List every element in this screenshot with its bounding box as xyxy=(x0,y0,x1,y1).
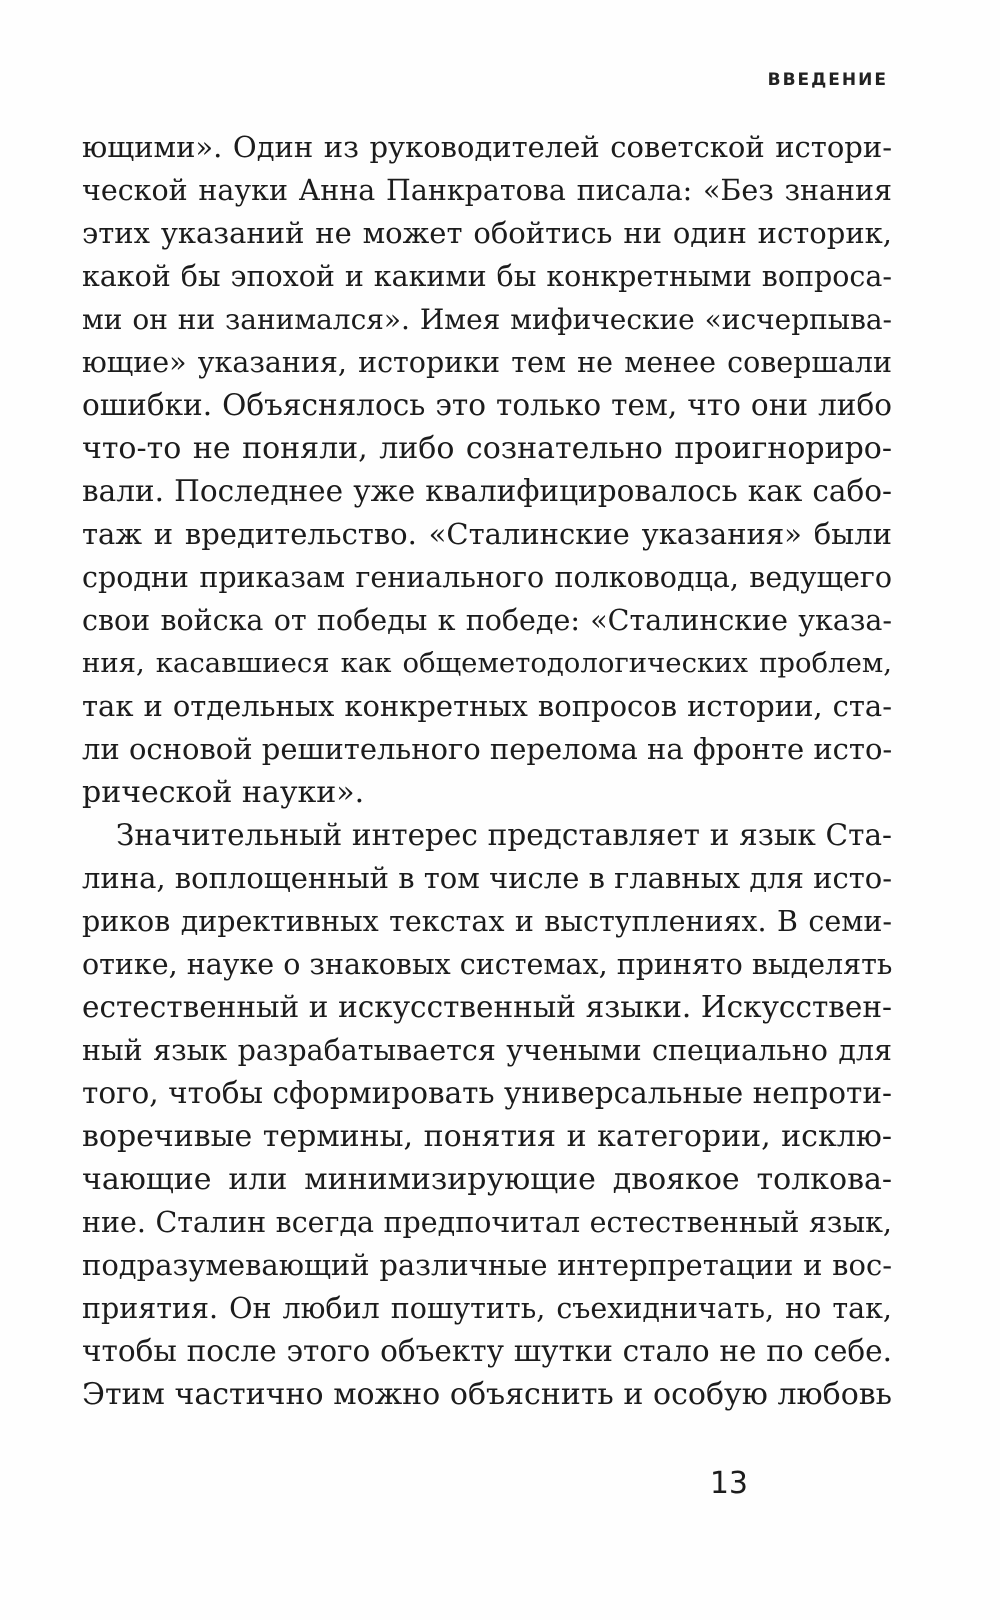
text-line: ли основой решительного перелома на фронте исто- xyxy=(82,732,893,766)
text-line: таж и вредительство. «Сталинские указания» были xyxy=(82,517,892,551)
text-line: так и отдельных конкретных вопросов истории, ста- xyxy=(82,689,892,723)
text-line: что-то не поняли, либо сознательно проигнориро- xyxy=(82,431,892,466)
text-line: ющие» указания, историки тем не менее совершали xyxy=(82,346,892,379)
text-line: ческой науки Анна Панкратова писала: «Без знания xyxy=(82,174,892,207)
text-line: воречивые термины, понятия и категории, исклю- xyxy=(82,1119,892,1154)
text-line: отике, науке о знаковых системах, принято выделять xyxy=(82,948,893,981)
text-line: этих указаний не может обойтись ни один историк, xyxy=(82,216,892,250)
paragraph-1 xyxy=(82,126,892,814)
text-line: ние. Сталин всегда предпочитал естественный язык, xyxy=(82,1206,892,1239)
text-line: подразумевающий различные интерпретации и вос- xyxy=(82,1248,892,1282)
text-line: естественный и искусственный языки. Искусствен- xyxy=(82,990,892,1024)
text-line: свои войска от победы к победе: «Сталинские указа- xyxy=(82,604,892,637)
page-number: 13 xyxy=(709,1466,748,1501)
text-line: риков директивных текстах и выступлениях. В семи- xyxy=(82,905,892,938)
text-line: приятия. Он любил пошутить, съехидничать, но так, xyxy=(82,1292,892,1325)
text-line: ошибки. Объяснялось это только тем, что они либо xyxy=(82,388,892,422)
text-line: Значительный интерес представляет и язык Ста- xyxy=(116,818,892,852)
paragraph-2 xyxy=(82,814,892,1416)
text-line: чающие или минимизирующие двоякое толкова- xyxy=(82,1162,892,1197)
text-line: ющими». Один из руководителей советской истори- xyxy=(82,130,892,164)
body-text xyxy=(82,126,892,1416)
text-line: Этим частично можно объяснить и особую любовь xyxy=(82,1377,892,1412)
text-line: ный язык разрабатывается учеными специально для xyxy=(82,1034,892,1067)
text-line: того, чтобы сформировать универсальные непроти- xyxy=(82,1076,892,1110)
text-line: какой бы эпохой и какими бы конкретными вопроса- xyxy=(82,260,892,293)
text-line: рической науки». xyxy=(82,775,365,810)
text-line: ния, касавшиеся как общеметодологических проблем, xyxy=(82,647,892,679)
text-line: ми он ни занимался». Имея мифические «исчерпыва- xyxy=(82,303,892,336)
running-head: ВВЕДЕНИЕ xyxy=(767,70,888,90)
text-line: лина, воплощенный в том числе в главных для исто- xyxy=(82,861,893,895)
text-line: вали. Последнее уже квалифицировалось как сабо- xyxy=(82,474,892,508)
text-line: сродни приказам гениального полководца, ведущего xyxy=(82,561,892,594)
text-line: чтобы после этого объекту шутки стало не по себе. xyxy=(82,1334,892,1368)
